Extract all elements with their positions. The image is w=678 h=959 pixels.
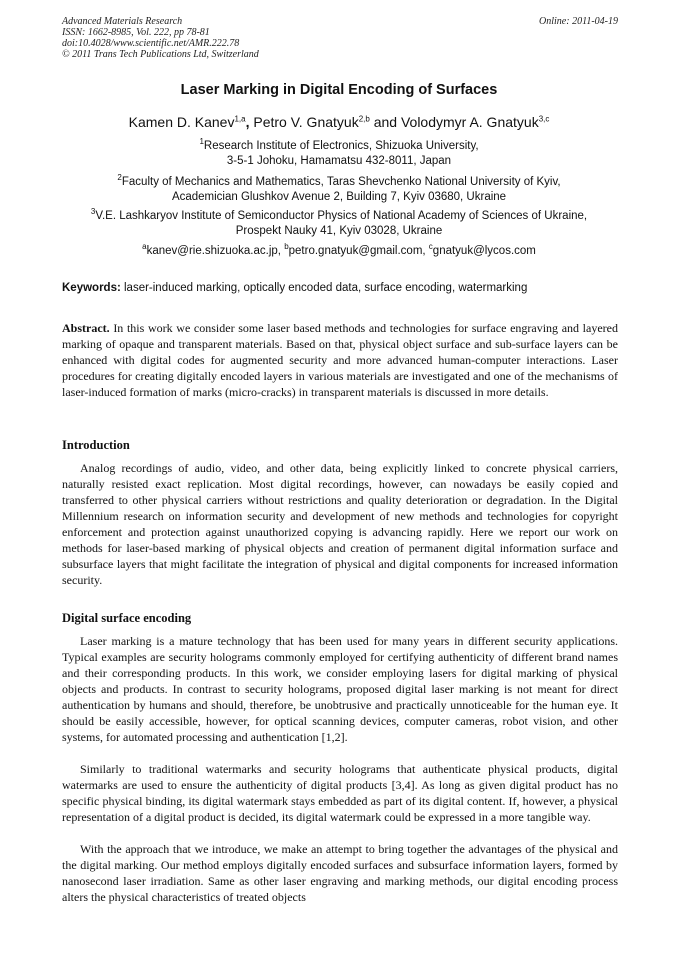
journal-copyright: © 2011 Trans Tech Publications Ltd, Switzerland bbox=[62, 49, 259, 60]
digital-surface-paragraph-1: Laser marking is a mature technology that has been used for many years in different security applications. Typical examples are security holograms commonly employed for certifying authenticity of different brand names and their corresponding products. In this work, we consider employing lasers for digital marking of physical objects and products. In contrast to security holograms, proposed digital laser marking is not meant for direct authentication by humans and should, therefore, be unobtrusive and practically unnoticeable for the human eye. It should be easily accessible, however, for optical scanning devices, computer cameras, robot vision, and other systems, for automated processing and authentication [1,2]. bbox=[62, 634, 618, 744]
affiliation-line: 3-5-1 Johoku, Hamamatsu 432-8011, Japan bbox=[226, 155, 452, 167]
affiliation-2 bbox=[40, 175, 638, 205]
author-separator: and bbox=[369, 114, 401, 130]
email-address: petro.gnatyuk@gmail.com bbox=[288, 245, 423, 257]
abstract-text: In this work we consider some laser based methods and technologies for surface engraving and layered marking of opaque and transparent materials. Based on that, physical object surface and sub-surface layers can be enhanced with digital codes for augmented security and more advanced human-computer interactions. Laser procedures for creating digitally encoded layers in various materials are investigated and one of the mechanisms of laser-induced formation of marks (micro-cracks) in transparent materials is discussed in more details. bbox=[62, 321, 618, 399]
author-name: Kamen D. Kanev bbox=[128, 114, 235, 130]
abstract bbox=[62, 320, 618, 400]
digital-surface-paragraph-2: Similarly to traditional watermarks and security holograms that authenticate physical products, digital watermarks are used to ensure the authenticity of digital products [3,4]. As long as given digital product has no specific physical binding, its digital watermark stays embedded as part of its digital content. If, however, a physical representation of a digital product is decided, its digital watermark could be expressed in a more tangible way. bbox=[62, 762, 618, 824]
email-address: gnatyuk@lycos.com bbox=[432, 245, 536, 257]
journal-doi: doi:10.4028/www.scientific.net/AMR.222.78 bbox=[62, 38, 240, 49]
affiliation-line: Research Institute of Electronics, Shizuoka University, bbox=[203, 140, 479, 152]
affiliation-line: Prospekt Nauky 41, Kyiv 03028, Ukraine bbox=[235, 225, 443, 237]
affiliation-3 bbox=[20, 209, 658, 239]
email-superscript: a bbox=[142, 242, 147, 252]
author-superscript: 2,b bbox=[358, 114, 370, 124]
journal-issn: ISSN: 1662-8985, Vol. 222, pp 78-81 bbox=[62, 27, 210, 38]
affiliation-line: Academician Glushkov Avenue 2, Building 7, Kyiv 03680, Ukraine bbox=[171, 191, 507, 203]
affiliation-number: 3 bbox=[90, 207, 96, 217]
journal-name: Advanced Materials Research bbox=[62, 16, 183, 27]
email-separator: , bbox=[422, 245, 429, 257]
keywords-label: Keywords: bbox=[62, 282, 121, 294]
author-name: Petro V. Gnatyuk bbox=[253, 114, 359, 130]
introduction-paragraph: Analog recordings of audio, video, and other data, being explicitly linked to concrete physical carriers, naturally resisted exact replication. Most digital recordings, however, can nowadays be easily copied and transferred to other physical carriers without restrictions and quality deterioration or degradation. In the Digital Millennium research on information security and development of new methods and technologies for copyright enforcement and protection against unauthorized copying is advancing rapidly. Here we report our work on methods for laser-based marking of physical objects and creation of permanent digital information surface and subsurface layers that might facilitate the integration of physical and digital components for increased information security. bbox=[62, 461, 618, 587]
journal-header bbox=[62, 16, 618, 60]
author-superscript: 1,a bbox=[234, 114, 246, 124]
email-list bbox=[0, 242, 678, 257]
paper-title: Laser Marking in Digital Encoding of Surfaces bbox=[180, 82, 498, 98]
email-separator: , bbox=[277, 245, 285, 257]
author-separator: , bbox=[245, 114, 254, 130]
section-heading-digital-surface-encoding: Digital surface encoding bbox=[62, 611, 192, 625]
email-address: kanev@rie.shizuoka.ac.jp bbox=[146, 245, 278, 257]
author-list bbox=[0, 114, 678, 130]
keywords-text: laser-induced marking, optically encoded data, surface encoding, watermarking bbox=[120, 282, 528, 294]
email-superscript: b bbox=[284, 242, 289, 252]
abstract-label: Abstract. bbox=[62, 321, 110, 335]
digital-surface-paragraph-3: With the approach that we introduce, we make an attempt to bring together the advantages of the physical and the digital marking. Our method employs digitally encoded surfaces and subsurface information layers, formed by nanosecond laser irradiation. Same as other laser engraving and marking methods, our digital encoding process alters the physical characteristics of treated objects bbox=[62, 842, 618, 904]
section-heading-introduction: Introduction bbox=[62, 438, 130, 452]
affiliation-line: V.E. Lashkaryov Institute of Semiconductor Physics of National Academy of Sciences of Ukraine, bbox=[95, 210, 588, 222]
affiliation-number: 1 bbox=[199, 137, 204, 147]
keywords bbox=[62, 282, 618, 294]
author-name: Volodymyr A. Gnatyuk bbox=[400, 114, 539, 130]
email-superscript: c bbox=[428, 242, 433, 252]
affiliation-line: Faculty of Mechanics and Mathematics, Taras Shevchenko National University of Kyiv, bbox=[121, 176, 561, 188]
online-date: Online: 2011-04-19 bbox=[539, 16, 618, 27]
affiliation-1 bbox=[40, 139, 638, 169]
affiliation-number: 2 bbox=[117, 173, 122, 183]
author-superscript: 3,c bbox=[538, 114, 550, 124]
